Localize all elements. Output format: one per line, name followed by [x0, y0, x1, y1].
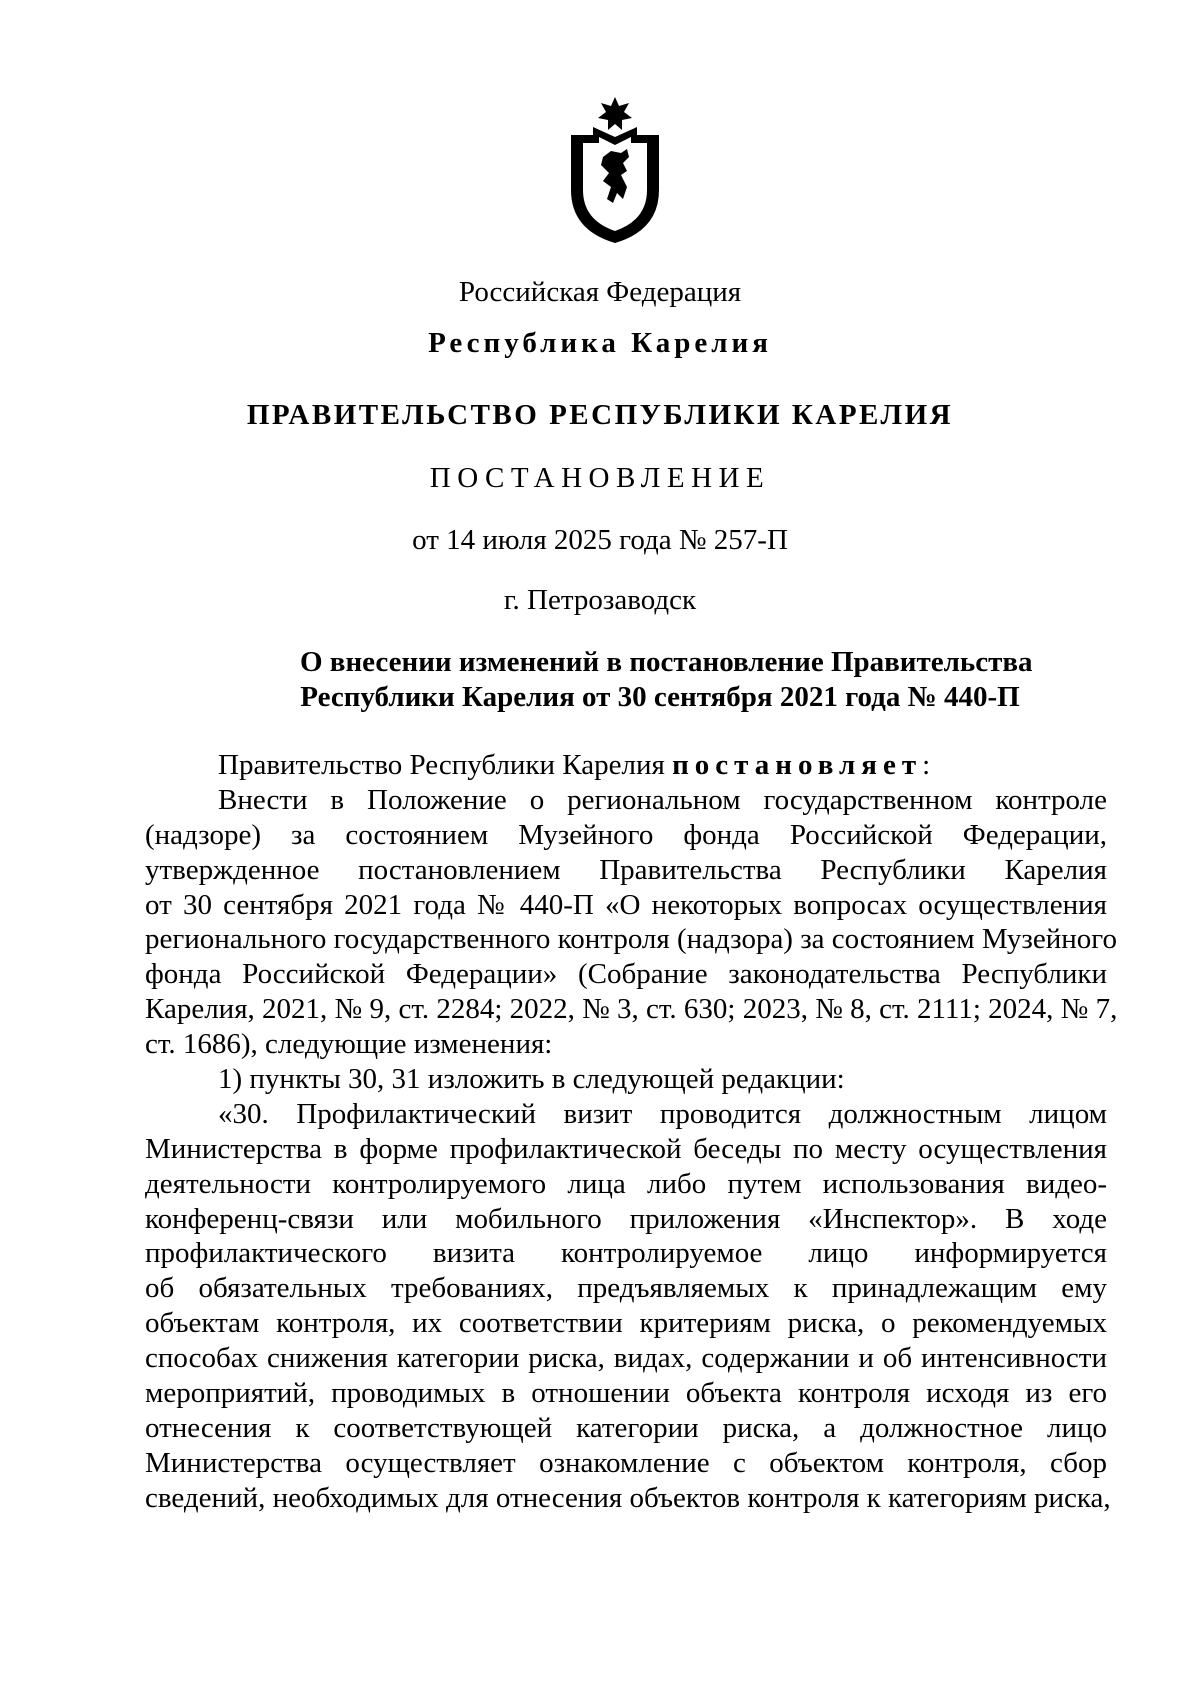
country-name: Российская Федерация: [458, 276, 742, 308]
body-line: «30. Профилактический визит проводится должностным лицом: [218, 1097, 1107, 1130]
body-line: объектам контроля, их соответствии критериям риска, о рекомендуемых: [145, 1307, 1107, 1340]
body-line: (надзоре) за состоянием Музейного фонда Российской Федерации,: [145, 818, 1107, 851]
decree-colon: :: [922, 749, 931, 781]
body-line: от 30 сентября 2021 года № 440-П «О некоторых вопросах осуществления: [145, 888, 1107, 921]
document-body: [145, 748, 1118, 1516]
body-line: утвержденное постановлением Правительства Республики Карелия: [145, 853, 1107, 886]
body-line: Внести в Положение о региональном государственном контроле: [218, 783, 1107, 816]
body-line: регионального государственного контроля (надзора) за состоянием Музейного: [145, 923, 1117, 956]
coat-of-arms-of-karelia-icon: [565, 95, 665, 245]
title-line-2: Республики Карелия от 30 сентября 2021 года № 440-П: [300, 681, 1020, 713]
body-line: ст. 1686), следующие изменения:: [145, 1028, 553, 1061]
decree-line: [145, 748, 1107, 783]
government-name: ПРАВИТЕЛЬСТВО РЕСПУБЛИКИ КАРЕЛИЯ: [246, 399, 954, 431]
body-line: деятельности контролируемого лица либо путем использования видео-: [145, 1167, 1107, 1200]
decree-intro: Правительство Республики Карелия: [218, 749, 665, 781]
body-line: об обязательных требованиях, предъявляемых к принадлежащим ему: [145, 1272, 1107, 1305]
decree-verb: постановляет: [672, 749, 923, 781]
body-line: способах снижения категории риска, видах, содержании и об интенсивности: [145, 1342, 1107, 1375]
body-line: сведений, необходимых для отнесения объектов контроля к категориям риска,: [145, 1481, 1111, 1514]
body-line: отнесения к соответствующей категории риска, а должностное лицо: [145, 1411, 1107, 1444]
document-type: ПОСТАНОВЛЕНИЕ: [429, 462, 771, 494]
body-line: конференц-связи или мобильного приложения «Инспектор». В ходе: [145, 1202, 1107, 1235]
document-title: [300, 645, 1033, 715]
body-line: 1) пункты 30, 31 изложить в следующей редакции:: [218, 1063, 845, 1096]
title-line-1: О внесении изменений в постановление Правительства: [300, 646, 1033, 678]
republic-name: Республика Карелия: [428, 327, 772, 359]
body-line: Министерства осуществляет ознакомление с объектом контроля, сбор: [145, 1446, 1107, 1479]
document-city: г. Петрозаводск: [503, 584, 697, 616]
body-line: фонда Российской Федерации» (Собрание законодательства Республики: [145, 958, 1107, 991]
document-date-number: от 14 июля 2025 года № 257-П: [412, 524, 788, 556]
body-line: профилактического визита контролируемое лицо информируется: [145, 1237, 1107, 1270]
body-line: Министерства в форме профилактической беседы по месту осуществления: [145, 1132, 1107, 1165]
body-line: мероприятий, проводимых в отношении объекта контроля исходя из его: [145, 1377, 1107, 1410]
body-line: Карелия, 2021, № 9, ст. 2284; 2022, № 3, ст. 630; 2023, № 8, ст. 2111; 2024, № 7,: [145, 993, 1118, 1026]
